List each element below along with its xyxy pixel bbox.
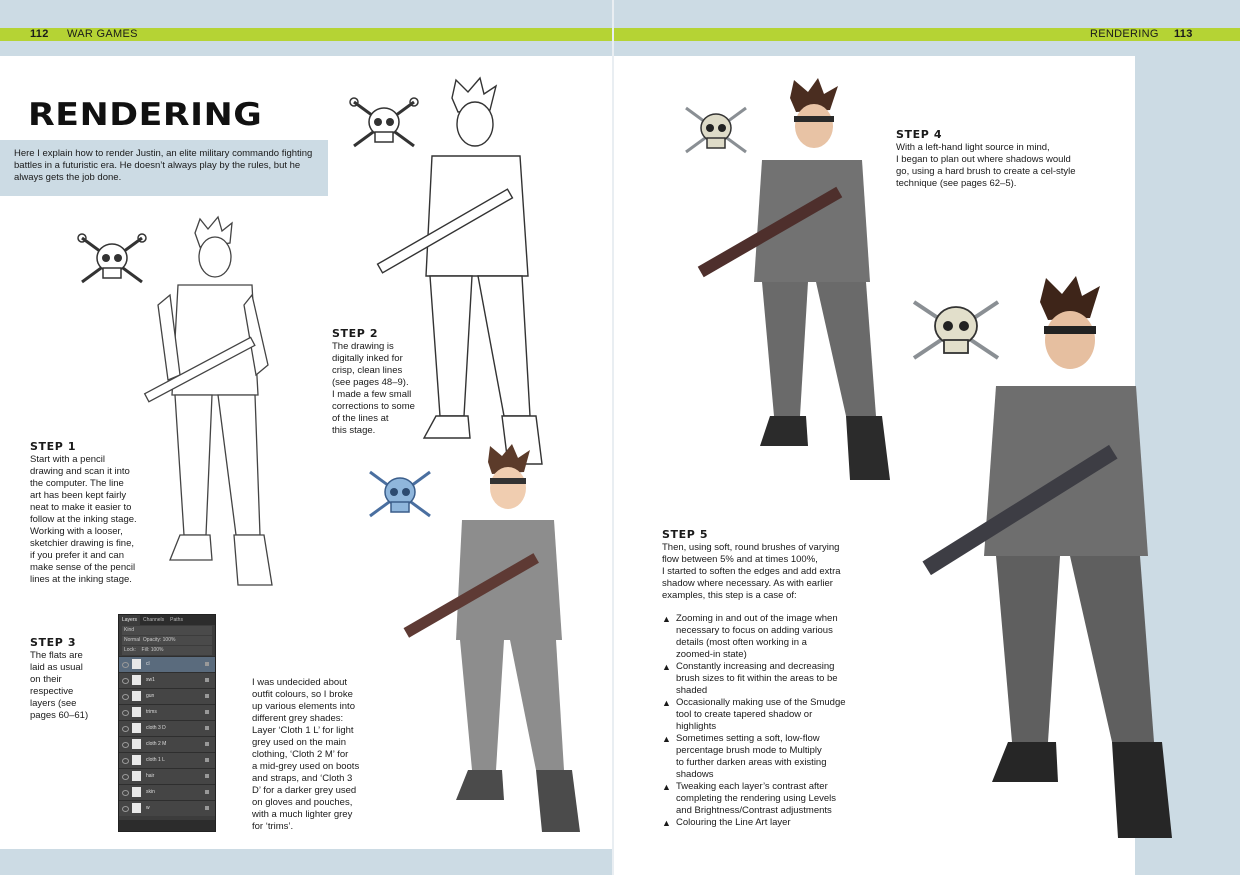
bullet-triangle-icon: ▲: [662, 734, 671, 744]
step4-heading: STEP 4: [896, 128, 943, 141]
left-page-number: 112: [30, 28, 49, 40]
eye-icon: [122, 790, 129, 796]
eye-icon: [122, 662, 129, 668]
soldier-final-render: [900, 272, 1190, 844]
list-item: ▲ Constantly increasing and decreasing brush sizes to fit within the areas to be shaded: [662, 661, 838, 696]
layers-panel-screenshot: [118, 614, 216, 832]
bullet-triangle-icon: ▲: [662, 662, 671, 672]
eye-icon: [122, 806, 129, 812]
bullet-triangle-icon: ▲: [662, 782, 671, 792]
lock-icon: [205, 726, 209, 730]
list-item: ▲ Sometimes setting a soft, low-flow percentage brush mode to Multiply to further darken areas with existing shadows: [662, 733, 827, 780]
layer-row: trims: [119, 704, 215, 720]
layer-row: cloth 1 L: [119, 752, 215, 768]
step2-heading: STEP 2: [332, 327, 379, 340]
tab-channels: Channels: [143, 617, 165, 623]
lock-icon: [205, 678, 209, 682]
list-item: ▲ Zooming in and out of the image when necessary to focus on adding various details (most often working in a zoomed-in state): [662, 613, 838, 660]
step3-heading: STEP 3: [30, 636, 77, 649]
left-section-title: WAR GAMES: [67, 28, 138, 40]
bullet-triangle-icon: ▲: [662, 698, 671, 708]
lock-icon: [205, 790, 209, 794]
lock-icon: [205, 710, 209, 714]
step1-text: Start with a pencil drawing and scan it into the computer. The line art has been kept fairly neat to make it easier to follow at the inking stage. Working with a looser, sketchier drawing is fine, if you prefer it and can make sense of the pencil lines at the inking stage.: [30, 454, 137, 585]
lock-icon: [205, 774, 209, 778]
list-item: ▲ Colouring the Line Art layer: [662, 817, 791, 828]
eye-icon: [122, 726, 129, 732]
eye-icon: [122, 694, 129, 700]
bullet-triangle-icon: ▲: [662, 818, 671, 828]
layer-row: sw1: [119, 672, 215, 688]
lock-fill-row: Lock: Fill: 100%: [122, 646, 212, 655]
outfit-colours-note: I was undecided about outfit colours, so I broke up various elements into different grey shades: Layer ‘Cloth 1 L’ for light grey used on the main clothing, ‘Cloth 2 M’ for a mid-grey used on boots and straps, and ‘Cloth 3 D’ for a darker grey used on gloves and pouches, with a much lighter grey for ‘trims’.: [252, 677, 360, 832]
layer-row: cl: [119, 656, 215, 672]
lock-icon: [205, 694, 209, 698]
list-item: ▲ Tweaking each layer’s contrast after completing the rendering using Levels and Brightness/Contrast adjustments: [662, 781, 837, 816]
lock-icon: [205, 662, 209, 666]
right-page-number: 113: [1174, 28, 1193, 40]
eye-icon: [122, 678, 129, 684]
list-item: ▲ Occasionally making use of the Smudge tool to create tapered shadow or highlights: [662, 697, 846, 732]
tab-layers: Layers: [119, 615, 140, 625]
eye-icon: [122, 758, 129, 764]
lock-icon: [205, 758, 209, 762]
step1-heading: STEP 1: [30, 440, 77, 453]
step5-heading: STEP 5: [662, 528, 709, 541]
step5-bullet-list: [662, 613, 862, 829]
soldier-pencil-sketch: [140, 215, 290, 610]
layer-row: cloth 2 M: [119, 736, 215, 752]
step2-text: The drawing is digitally inked for crisp, clean lines (see pages 48–9). I made a few small corrections to some of the lines at this stage.: [332, 341, 415, 436]
step5-text: Then, using soft, round brushes of varying flow between 5% and at times 100%, I started to soften the edges and add extra shadow where necessary. As with earlier examples, this step is a case of:: [662, 542, 841, 601]
page-title: RENDERING: [28, 97, 263, 133]
intro-text: Here I explain how to render Justin, an elite military commando fighting battles in a futuristic era. He doesn’t always play by the rules, but he always gets the job done.: [14, 148, 313, 183]
tab-paths: Paths: [170, 617, 183, 623]
layers-panel-footer: [119, 820, 215, 831]
layer-filter-kind: Kind: [122, 626, 212, 635]
lock-icon: [205, 806, 209, 810]
eye-icon: [122, 710, 129, 716]
bullet-triangle-icon: ▲: [662, 614, 671, 624]
skull-crossed-daggers-emblem: [76, 232, 148, 288]
soldier-flat-colours: [396, 440, 596, 840]
right-section-title: RENDERING: [1090, 28, 1159, 40]
layer-row: w: [119, 800, 215, 816]
eye-icon: [122, 774, 129, 780]
soldier-cel-shaded: [690, 76, 910, 486]
step4-text: With a left-hand light source in mind, I began to plan out where shadows would go, using a hard brush to create a cel-style technique (see pages 62–5).: [896, 142, 1076, 189]
blend-opacity-row: Normal Opacity: 100%: [122, 636, 212, 645]
layer-row: cloth 3 D: [119, 720, 215, 736]
layer-row: gun: [119, 688, 215, 704]
eye-icon: [122, 742, 129, 748]
step3-text: The flats are laid as usual on their respective layers (see pages 60–61): [30, 650, 89, 721]
layer-row: skin: [119, 784, 215, 800]
layer-row: hair: [119, 768, 215, 784]
layers-panel-tabs: [119, 615, 215, 625]
lock-icon: [205, 742, 209, 746]
page-gutter: [612, 0, 614, 875]
